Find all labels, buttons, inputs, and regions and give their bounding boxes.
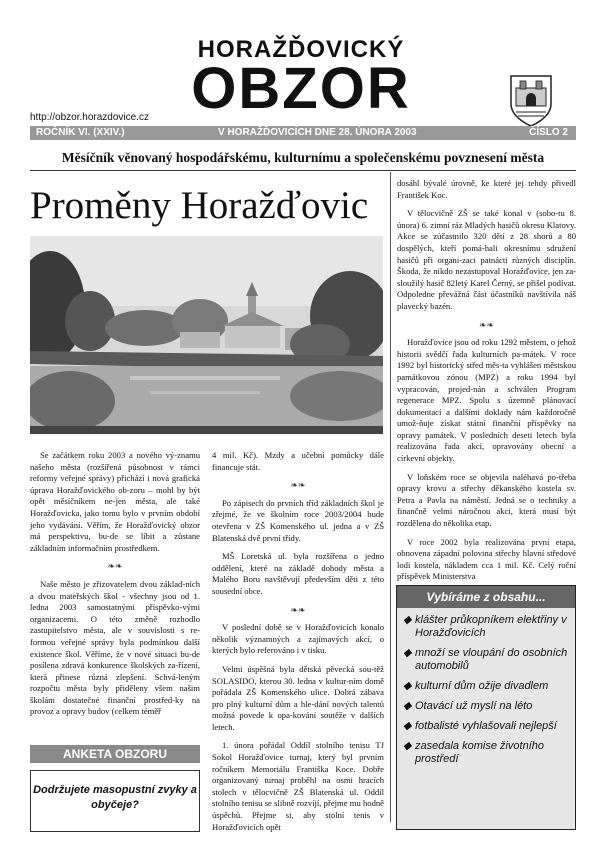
column-divider <box>390 172 391 822</box>
contents-list <box>403 614 571 773</box>
diamond-bullet-icon: ◆ <box>403 647 412 659</box>
article-column-1 <box>30 450 200 725</box>
poll-question: Dodržujete masopustní zvyky a obyčeje? <box>33 784 197 811</box>
volume-label: ROČNÍK VI. (XXIV.) <box>36 127 125 138</box>
website-url[interactable]: http://obzor.horazdovice.cz <box>30 112 149 123</box>
article-column-3 <box>397 178 576 590</box>
contents-item[interactable] <box>403 700 571 713</box>
paragraph: dosáhl bývalé úrovně, ke které jej tehdy přivedl František Koc. <box>397 178 576 200</box>
issue-info-strip <box>30 126 576 140</box>
contents-item-label: klášter průkopníkem elektřiny v Horažďovicích <box>415 614 567 639</box>
diamond-bullet-icon: ◆ <box>403 680 412 692</box>
contents-item[interactable] <box>403 647 571 673</box>
diamond-bullet-icon: ◆ <box>403 740 412 752</box>
paragraph: Velmi úspěšná byla dětská pěvecká sou-těž SOLASIDO, kterou 30. ledna v kultur-ním domě pořádala ZŠ Komenského ulice. Dobrá zábava pro plný kulturní dům a hle-dání nových talentů možná povede k opa-kování soutěže v dalších letech. <box>212 663 384 732</box>
paragraph: Naše město je zřizovatelem dvou základ-ních a dvou mateřských škol - všechny jsou od 1. ledna 2003 samostatnými příspěvko-vými organizacemi. O této změně rozhodlo zastupitelstvo města, ale v souvislosti s re-formou veřejné správy byla podmínkou další existence škol. Věříme, že v nové situaci bu-de posílena zdravá konkurence školských za-řízení, která přinese různá zlepšení. Schvá-leným rozpočtu města byly přiděleny všem našim školám dostatečné finanční prostřed-ky na provoz a opravy budov (celkem téměř <box>30 578 200 717</box>
paragraph: 1. února pořádal Oddíl stolního tenisu TJ Sokol Horažďovice turnaj, který byl prvním ročníkem Memoriálu Františka Koce. Dobře organizovaný turnaj proběhl na osmi hracích stolech v tělocvičně ZŠ Blatenská ul. Oddíl stolního tenisu se slibně rozvíjí, přejme mu hodně úspěchů. Přejme si, aby stolní tenis v Horažďovicích opět <box>212 740 384 832</box>
contents-item-label: kulturní dům ožije divadlem <box>415 680 549 692</box>
issue-number: ČÍSLO 2 <box>529 127 568 138</box>
issue-date: V HORAŽĎOVICÍCH DNE 28. ÚNORA 2003 <box>218 127 417 138</box>
contents-item[interactable] <box>403 720 571 733</box>
section-ornament: ❧❧ <box>290 480 306 491</box>
article-headline: Proměny Horažďovic <box>30 184 369 227</box>
paragraph: 4 mil. Kč). Mzdy a učební pomůcky dále financuje stát. <box>212 450 384 472</box>
contents-item-label: Otavácí už myslí na léto <box>415 700 533 712</box>
town-river-photo <box>30 236 383 434</box>
article-column-2 <box>212 450 384 840</box>
paragraph: Horažďovice jsou od roku 1292 městem, o jehož historii svědčí řada kulturních pa-mátek. V roce 1992 byl historický střed měs-ta vyhlášen městskou památkovou zónou (MPZ) a roku 1994 byl vypracován, projed-nán a schválen Program regenerace MPZ. Spolu s územně plánovací dokumentací a dalšími doklady nám každoročně umož-ňuje získat státní finanční příspěvky na opravy památek. V posledních deseti letech byla realizována řada akcí, opravovány obecní a církevní objekty. <box>397 337 576 464</box>
poll-title: ANKETA OBZORU <box>30 745 200 763</box>
town-coat-of-arms-icon <box>508 72 554 130</box>
header-divider <box>30 170 576 171</box>
contents-item-label: zasedala komise životního prostředí <box>415 740 545 765</box>
paragraph: V tělocvičně ZŠ se také konal v (sobo-tu 8. února) 6. zimní ráz Mladých hasičů okresu Klatovy. Akce se zúčastnilo 320 dětí z 28 shorů a 80 dospělých, kteří pomá-hali okresnímu sdružení hasičů při organi-zaci patnácti různých disciplín. Škoda, že nikdo nezastupoval Horažďovice, jen za-sloužilý hasič 82letý Karel Černý, se přišel podívat. Odpoledne převážná část účastníků navštívila náš plavecký bazén. <box>397 208 576 311</box>
masthead-title-top: HORAŽĎOVICKÝ <box>197 36 405 63</box>
masthead-title-main: OBZOR <box>191 56 411 121</box>
paragraph: MŠ Loretská ul. byla rozšířena o jedno oddělení, které na základě dohody města a Malého Boru navštěvují především děti z této sousední obce. <box>212 551 384 596</box>
diamond-bullet-icon: ◆ <box>403 614 412 626</box>
diamond-bullet-icon: ◆ <box>403 700 412 712</box>
contents-item-label: množí se vloupání do osobních automobilů <box>415 647 568 672</box>
contents-item[interactable] <box>403 680 571 693</box>
contents-box <box>396 585 576 830</box>
section-ornament: ❧❧ <box>478 319 495 330</box>
contents-title: Vybíráme z obsahu... <box>397 586 575 608</box>
diamond-bullet-icon: ◆ <box>403 720 412 732</box>
paragraph: V roce 2002 byla realizována první etapa, obnovena západní polovina střechy hlavní středové lodi kostela, nákladem cca 1 mil. Kč. Celý roční příspěvek Ministerstva <box>397 536 576 582</box>
section-ornament: ❧❧ <box>290 604 306 615</box>
paragraph: Po zápisech do prvních tříd základních škol je zřejmé, že ve školním roce 2003/2004 bude otevřena v ZŠ Komenského ul. jedna a v ZŠ Blatenská dvě první třídy. <box>212 497 384 543</box>
paragraph: V poslední době se v Horažďovicích konalo několik významných a zajímavých akcí, o kterých bylo referováno i v tisku. <box>212 622 384 656</box>
tagline: Měsíčník věnovaný hospodářskému, kulturnímu a společenskému povznesení města <box>61 150 545 165</box>
contents-item-label: fotbalisté vyhlašovali nejlepší <box>415 720 557 732</box>
poll-question-box <box>30 770 200 832</box>
contents-item[interactable] <box>403 614 571 640</box>
paragraph: Se začátkem roku 2003 a nového vý-znamu našeho města (rozšířená působnost v rámci reformy veřejné správy) přichází i nová grafická úprava Horažďovického ob-zoru – mohl by být opět měsíčníkem ne-jen města, ale také Horažďovicka, jako tomu bylo v prvním období jeho vydávání. Věřím, že Horažďovický obzor má perspektivu, bu-de se líbit a zůstane základním informačním prostředkem. <box>30 450 200 553</box>
paragraph: V loňském roce se objevila naléhavá po-třeba opravy krovu a střechy děkanského kostela sv. Petra a Pavla na náměstí. Jedná se o techniky a finančně velmi náročnou akci, která musí být rozdělena do několika etap. <box>397 471 576 529</box>
section-ornament: ❧❧ <box>107 561 123 572</box>
contents-item[interactable] <box>403 740 571 766</box>
